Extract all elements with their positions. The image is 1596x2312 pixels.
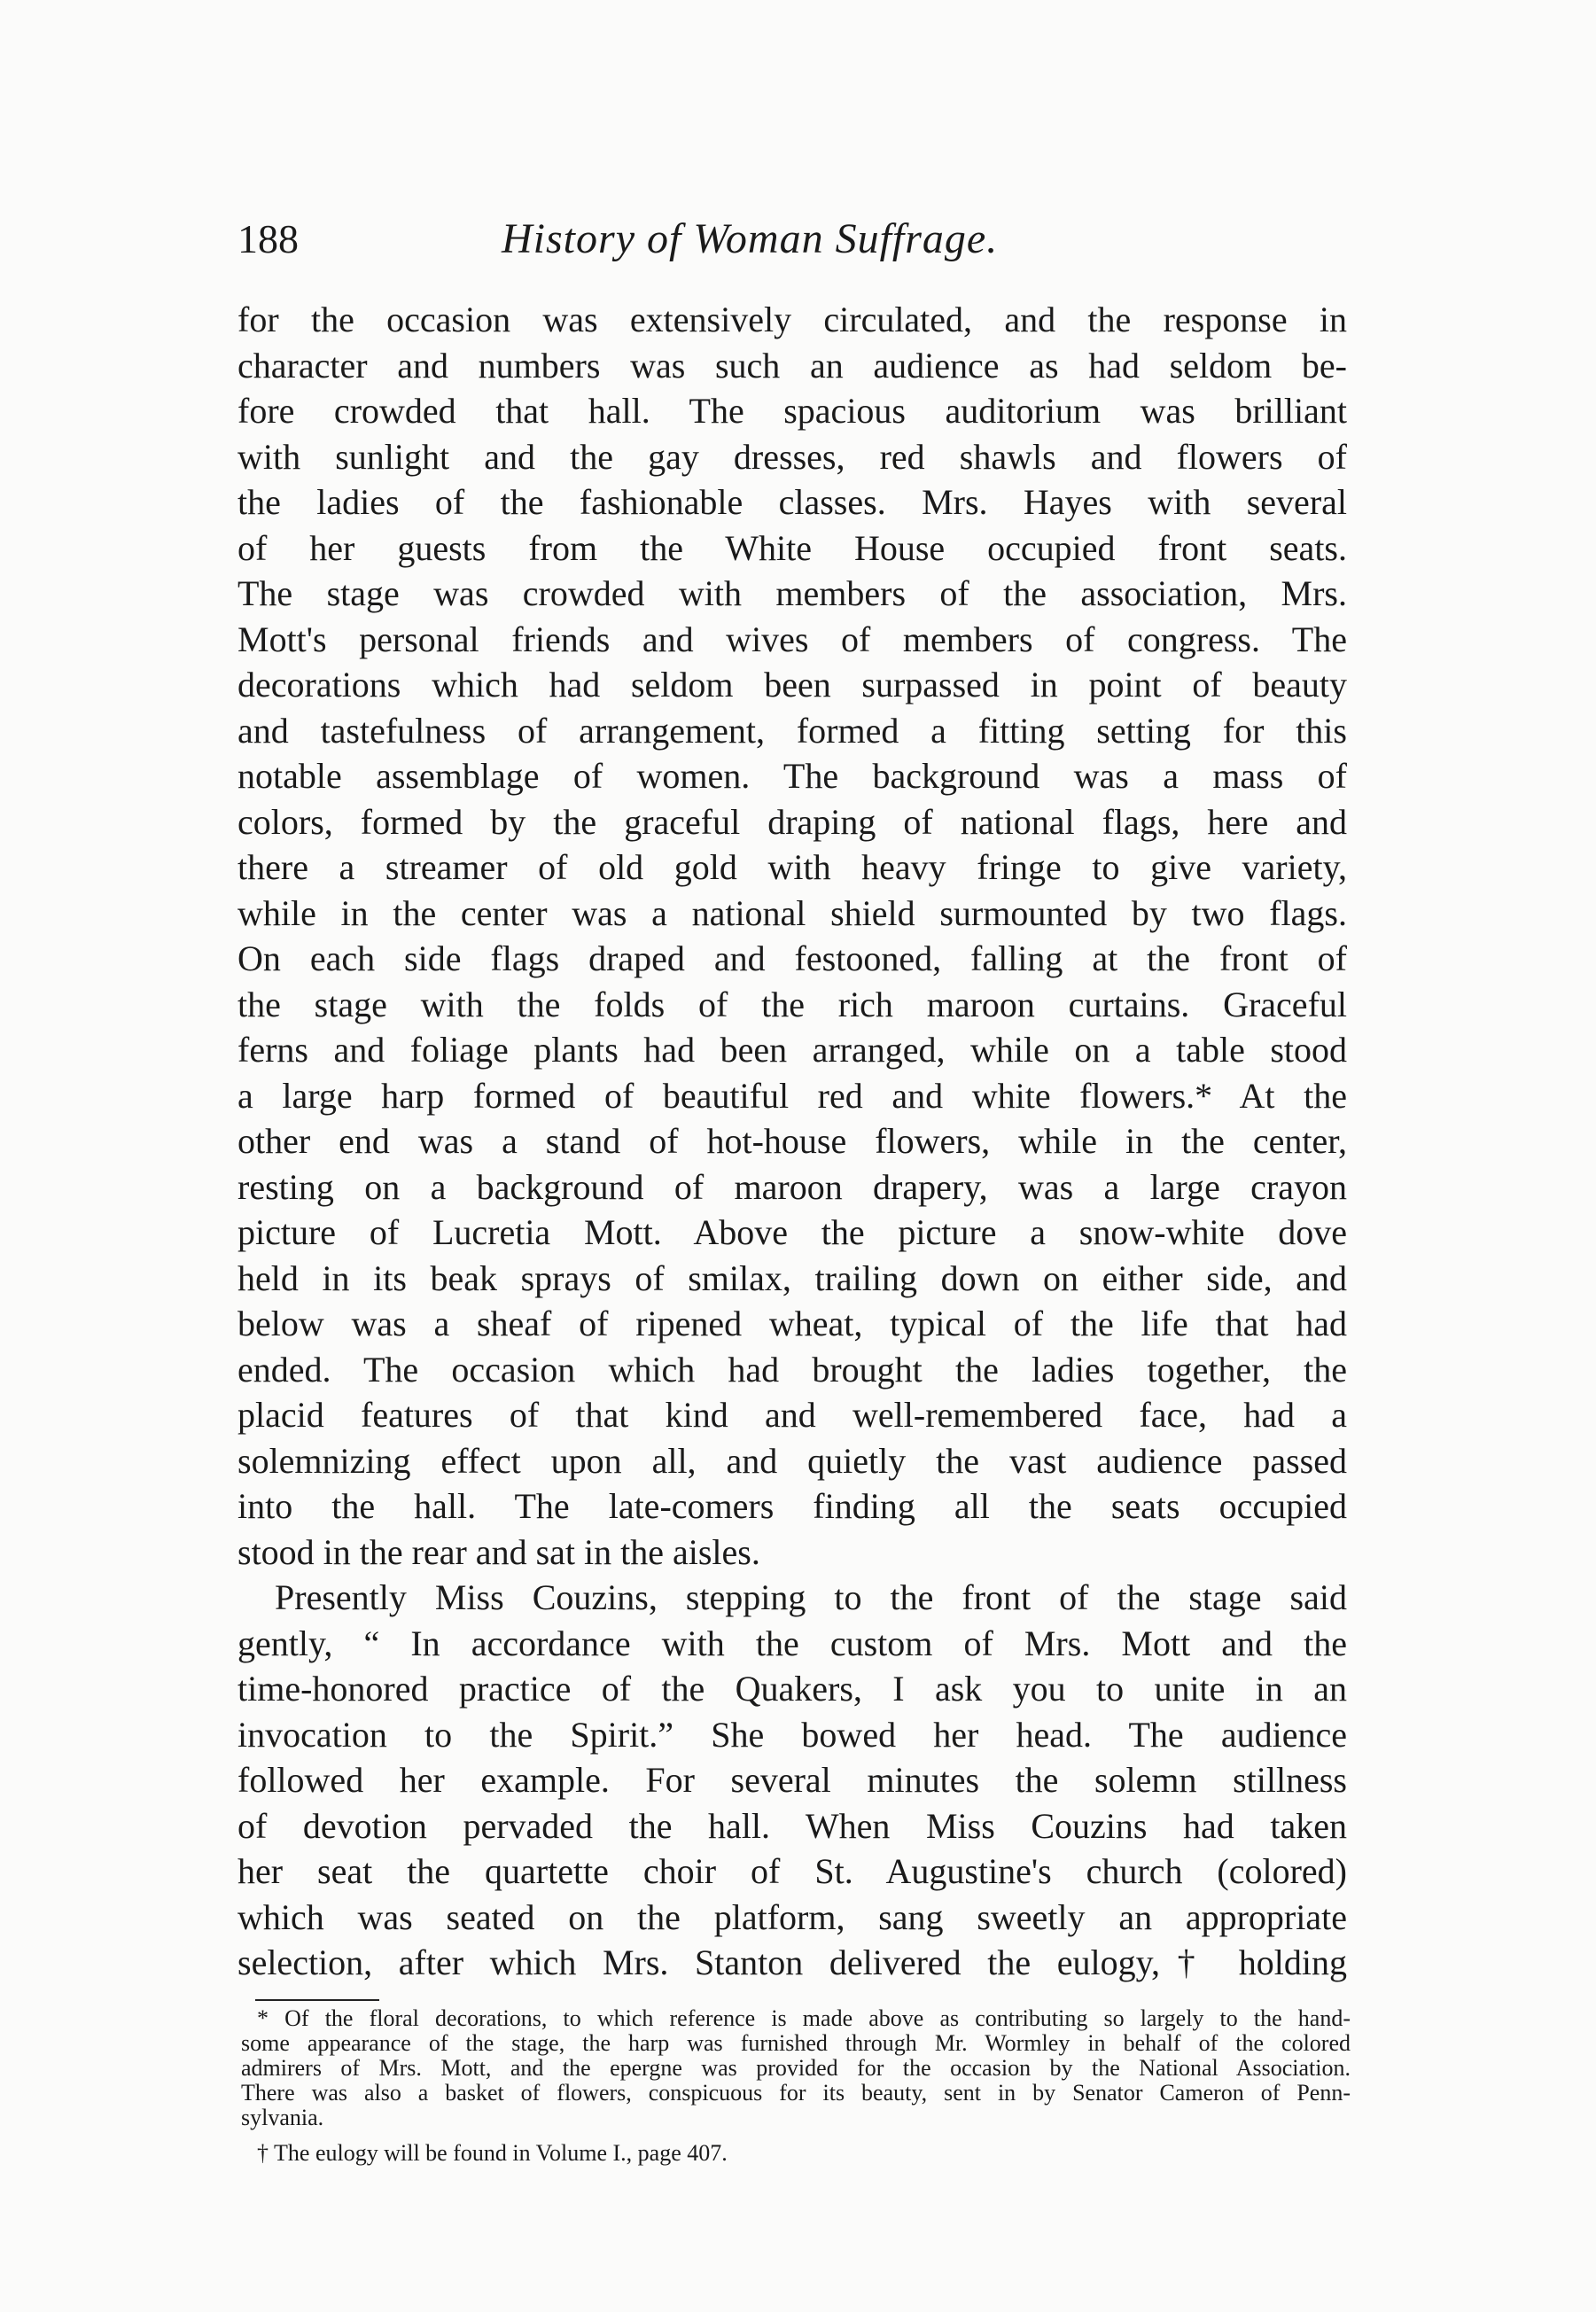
text-line: there a streamer of old gold with heavy fringe to give variety, — [237, 847, 1347, 887]
body-text — [237, 297, 1347, 1986]
text-line: which was seated on the platform, sang sweetly an appropriate — [237, 1896, 1347, 1937]
text-line: picture of Lucretia Mott. Above the picture a snow-white dove — [237, 1212, 1347, 1252]
footnote-line: some appearance of the stage, the harp was furnished through Mr. Wormley in behalf of the colored — [241, 2030, 1351, 2056]
footnote-line: admirers of Mrs. Mott, and the epergne was provided for the occasion by the National Association. — [241, 2055, 1351, 2081]
text-line: time-honored practice of the Quakers, I ask you to unite in an — [237, 1669, 1347, 1709]
footnotes — [241, 2006, 1351, 2166]
text-line: of devotion pervaded the hall. When Miss Couzins had taken — [237, 1805, 1347, 1846]
text-line: gently, “ In accordance with the custom of Mrs. Mott and the — [237, 1623, 1347, 1663]
text-line: while in the center was a national shield surmounted by two flags. — [237, 892, 1347, 933]
text-line: and tastefulness of arrangement, formed a fitting setting for this — [237, 710, 1347, 751]
text-line: solemnizing effect upon all, and quietly the vast audience passed — [237, 1440, 1347, 1481]
text-line: notable assemblage of women. The background was a mass of — [237, 756, 1347, 796]
text-line: Mott's personal friends and wives of members of congress. The — [237, 619, 1347, 659]
text-line: a large harp formed of beautiful red and white flowers.* At the — [237, 1075, 1347, 1116]
text-line: followed her example. For several minutes the solemn stillness — [237, 1760, 1347, 1800]
text-line: Presently Miss Couzins, stepping to the front of the stage said — [275, 1577, 1347, 1617]
text-line: decorations which had seldom been surpassed in point of beauty — [237, 665, 1347, 704]
text-line: ferns and foliage plants had been arranged, while on a table stood — [237, 1030, 1347, 1070]
text-line: stood in the rear and sat in the aisles. — [237, 1531, 760, 1572]
footnote-eulogy: † The eulogy will be found in Volume I., page 407. — [257, 2140, 728, 2166]
footnote-divider — [255, 1999, 379, 2001]
text-line: colors, formed by the graceful draping of national flags, here and — [237, 801, 1347, 842]
text-line: placid features of that kind and well-remembered face, had a — [237, 1395, 1347, 1435]
footnote-line: * Of the floral decorations, to which reference is made above as contributing so largely to the hand- — [257, 2005, 1351, 2031]
text-line: with sunlight and the gay dresses, red shawls and flowers of — [237, 436, 1347, 477]
text-line: held in its beak sprays of smilax, trailing down on either side, and — [237, 1257, 1347, 1298]
page-header — [237, 211, 1347, 273]
text-line: the ladies of the fashionable classes. Mrs. Hayes with several — [237, 482, 1347, 522]
text-line: ended. The occasion which had brought the ladies together, the — [237, 1349, 1347, 1390]
text-line: of her guests from the White House occupied front seats. — [237, 527, 1347, 568]
text-line: into the hall. The late-comers finding all the seats occupied — [237, 1486, 1347, 1526]
text-line: for the occasion was extensively circulated, and the response in — [237, 300, 1347, 339]
text-line: resting on a background of maroon drapery, was a large crayon — [237, 1166, 1347, 1207]
text-line: other end was a stand of hot-house flowers, while in the center, — [237, 1121, 1347, 1161]
text-line: the stage with the folds of the rich maroon curtains. Graceful — [237, 984, 1347, 1024]
text-line: character and numbers was such an audience as had seldom be- — [237, 345, 1347, 385]
running-title: History of Woman Suffrage. — [502, 215, 999, 262]
text-line: On each side flags draped and festooned, falling at the front of — [237, 938, 1347, 978]
text-line: selection, after which Mrs. Stanton delivered the eulogy,† holding — [237, 1942, 1347, 1982]
text-line: her seat the quartette choir of St. Augustine's church (colored) — [237, 1851, 1347, 1891]
text-line: The stage was crowded with members of the association, Mrs. — [237, 573, 1347, 613]
footnote-line: There was also a basket of flowers, conspicuous for its beauty, sent in by Senator Cameron of Penn- — [241, 2080, 1351, 2106]
text-line: fore crowded that hall. The spacious auditorium was brilliant — [237, 391, 1347, 431]
page-number: 188 — [237, 216, 299, 261]
footnote-line: sylvania. — [241, 2105, 324, 2130]
text-line: below was a sheaf of ripened wheat, typical of the life that had — [237, 1304, 1347, 1343]
text-line: invocation to the Spirit.” She bowed her head. The audience — [237, 1714, 1347, 1755]
